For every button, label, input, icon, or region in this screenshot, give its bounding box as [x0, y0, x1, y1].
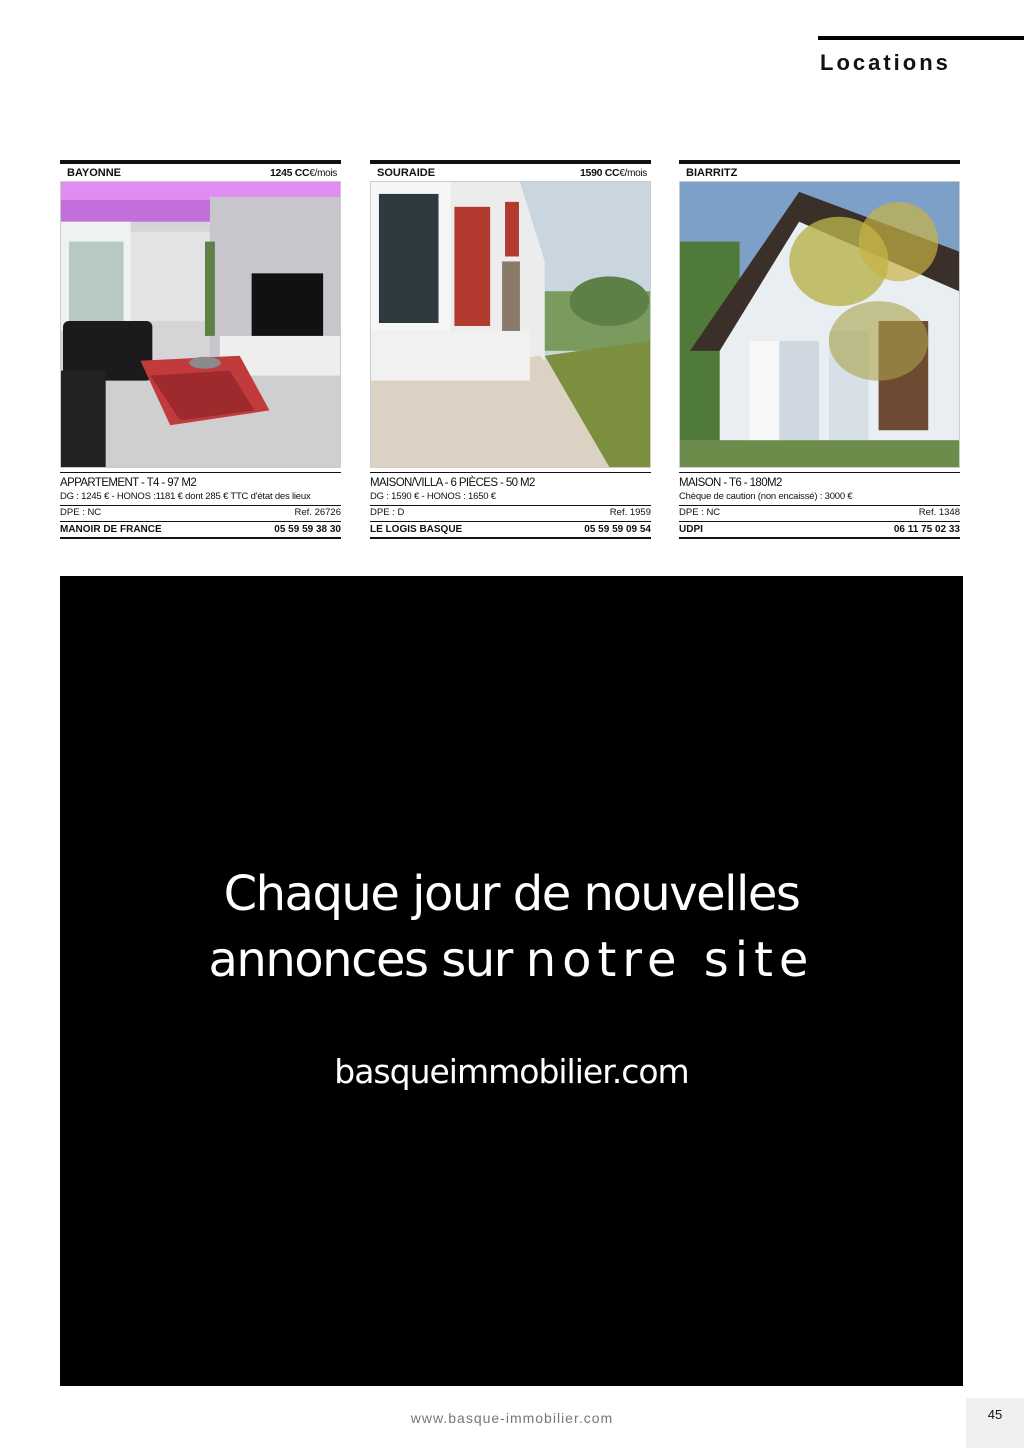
- section-rule: [818, 36, 1024, 40]
- promo-website-link[interactable]: basqueimmobilier.com: [334, 1052, 689, 1091]
- listing-agency-row: [60, 521, 341, 539]
- listing-detail: Chèque de caution (non encaissé) : 3000 €: [679, 491, 853, 502]
- promo-banner: [60, 576, 963, 1386]
- card-separator: [679, 472, 960, 473]
- listing-card-biarritz[interactable]: [679, 160, 960, 539]
- listing-dpe-row: [679, 505, 960, 519]
- listing-city: SOURAIDE: [377, 166, 436, 179]
- promo-line2-b: notre site: [525, 932, 815, 988]
- listing-detail: DG : 1245 € - HONOS :1181 € dont 285 € TTC d'état des lieux: [60, 491, 311, 502]
- promo-headline-line1: Chaque jour de nouvelles: [223, 866, 800, 922]
- listing-detail: DG : 1590 € - HONOS : 1650 €: [370, 491, 496, 502]
- listing-photo[interactable]: [679, 181, 960, 468]
- listing-agency-row: [370, 521, 651, 539]
- listing-card-bayonne[interactable]: [60, 160, 341, 539]
- card-header: [60, 164, 341, 181]
- listing-ref: Ref. 1348: [918, 507, 960, 518]
- promo-headline-line2: [60, 932, 963, 988]
- listing-agency-row: [679, 521, 960, 539]
- listing-city: BIARRITZ: [686, 166, 738, 179]
- listing-ref: Ref. 26726: [294, 507, 341, 518]
- listing-dpe: DPE : D: [370, 507, 405, 518]
- listing-photo[interactable]: [60, 181, 341, 468]
- listing-dpe: DPE : NC: [679, 507, 721, 518]
- listing-dpe-row: [370, 505, 651, 519]
- listing-photo[interactable]: [370, 181, 651, 468]
- listing-agency: UDPI: [679, 524, 703, 535]
- listing-price: 1590 CC€/mois: [580, 166, 647, 179]
- promo-line2-a: annonces sur: [208, 932, 512, 988]
- listing-dpe: DPE : NC: [60, 507, 102, 518]
- card-header: [370, 164, 651, 181]
- listing-price: 1245 CC€/mois: [270, 166, 337, 179]
- page-number: 45: [966, 1398, 1024, 1448]
- listing-type: MAISON - T6 - 180M2: [679, 477, 782, 489]
- listing-phone[interactable]: 05 59 59 38 30: [274, 524, 341, 535]
- card-header: [679, 164, 960, 181]
- card-separator: [60, 472, 341, 473]
- card-separator: [370, 472, 651, 473]
- listing-phone[interactable]: 06 11 75 02 33: [893, 524, 960, 535]
- listing-agency: LE LOGIS BASQUE: [370, 524, 463, 535]
- footer-website-link[interactable]: www.basque-immobilier.com: [410, 1410, 614, 1426]
- listing-type: APPARTEMENT - T4 - 97 M2: [60, 477, 197, 489]
- listing-city: BAYONNE: [67, 166, 121, 179]
- listing-phone[interactable]: 05 59 59 09 54: [584, 524, 651, 535]
- listing-dpe-row: [60, 505, 341, 519]
- listing-type: MAISON/VILLA - 6 PIÈCES - 50 M2: [370, 477, 535, 489]
- listing-agency: MANOIR DE FRANCE: [60, 524, 162, 535]
- section-title: Locations: [820, 50, 951, 75]
- listing-card-souraide[interactable]: [370, 160, 651, 539]
- listing-ref: Ref. 1959: [609, 507, 651, 518]
